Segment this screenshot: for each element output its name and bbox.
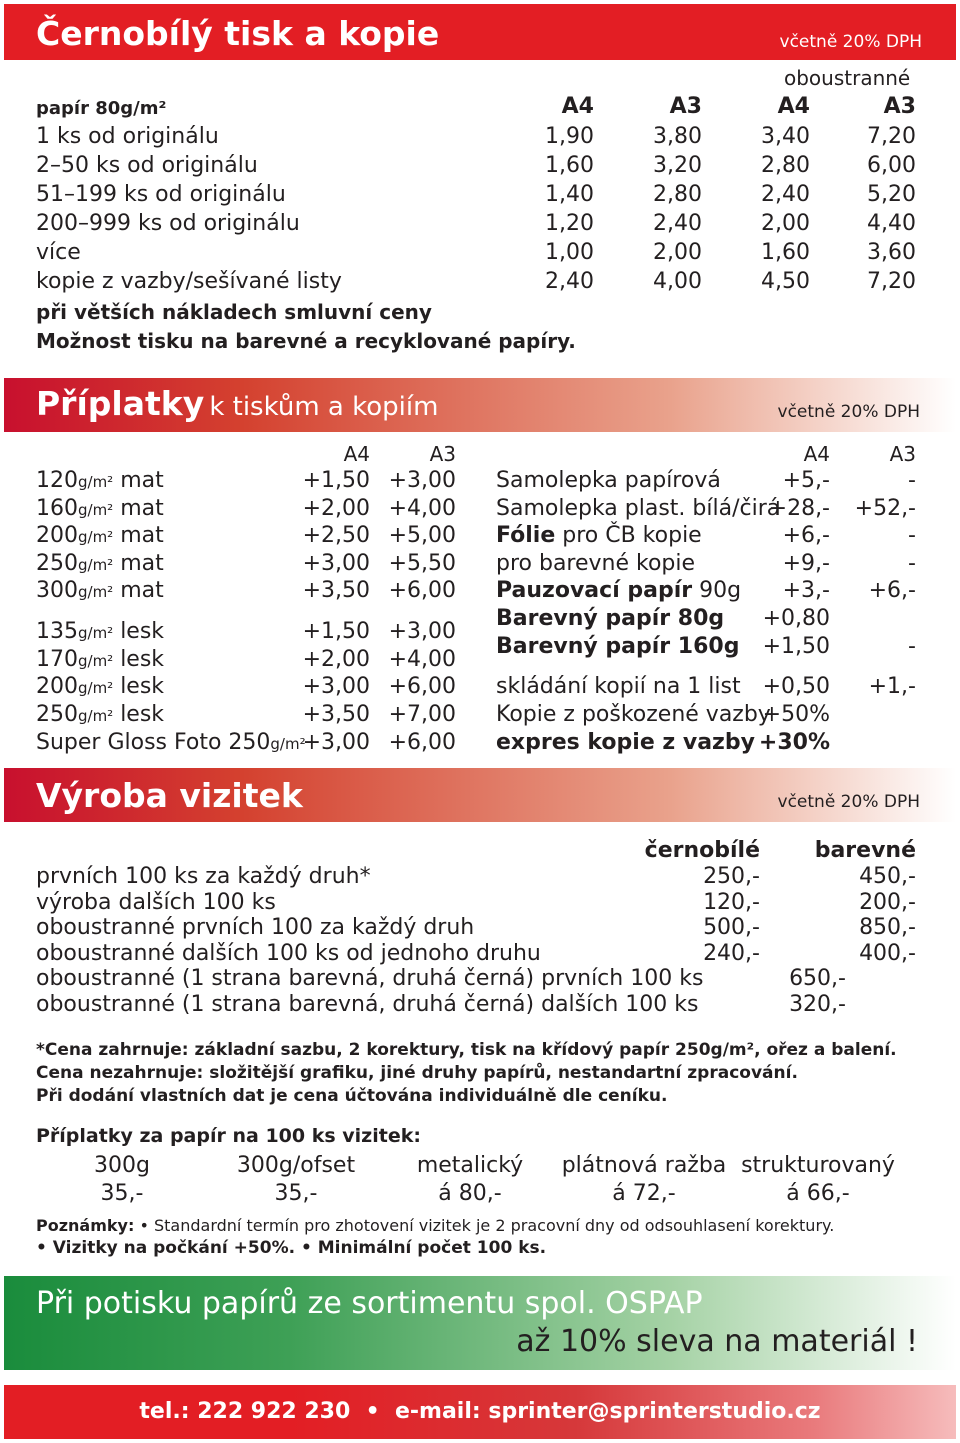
remarks-text: • Standardní termín pro zhotovení vizitek je 2 pracovní dny od odsouhlasení korektury. bbox=[139, 1216, 835, 1235]
label-bold: Pauzovací papír bbox=[496, 578, 693, 603]
surcharge-row-label bbox=[36, 578, 164, 603]
surcharge-row-label bbox=[36, 619, 164, 644]
weight: 120 bbox=[36, 468, 78, 493]
card-price-bw: 120,- bbox=[703, 889, 760, 915]
surcharge-a4: +1,50 bbox=[302, 619, 370, 644]
promo-line-1: Při potisku papírů ze sortimentu spol. OSPAP bbox=[36, 1286, 703, 1321]
surcharge-a4: +1,50 bbox=[762, 634, 830, 659]
table-cell-price: 3,40 bbox=[761, 124, 810, 149]
surcharge-a3: +3,00 bbox=[388, 468, 456, 493]
col-bw: černobílé bbox=[644, 838, 760, 863]
surcharge-a3: +6,00 bbox=[388, 578, 456, 603]
promo-banner bbox=[4, 1276, 956, 1370]
col-a3: A3 bbox=[669, 94, 702, 119]
card-price-bw: 500,- bbox=[703, 915, 760, 940]
col-a4: A4 bbox=[343, 442, 370, 466]
card-price-color: 450,- bbox=[859, 864, 916, 889]
table-row-label: 200–999 ks od originálu bbox=[36, 211, 300, 236]
section-header-bw bbox=[4, 4, 956, 60]
surcharge-a4: +3,00 bbox=[302, 551, 370, 576]
surcharge-row-label bbox=[36, 551, 164, 576]
unit: g/m² bbox=[78, 707, 114, 725]
surcharge-a3: +4,00 bbox=[388, 647, 456, 672]
surcharge-a4: +3,00 bbox=[302, 730, 370, 755]
paper-name: 300g bbox=[94, 1153, 150, 1178]
surcharge-a4: +1,50 bbox=[302, 468, 370, 493]
double-sided-label: oboustranné bbox=[784, 66, 911, 90]
table-cell-price: 2,40 bbox=[653, 211, 702, 236]
table-row-label: 51–199 ks od originálu bbox=[36, 182, 286, 207]
card-price-color: 400,- bbox=[859, 940, 916, 966]
vat-note: včetně 20% DPH bbox=[777, 792, 920, 812]
paper-price: 35,- bbox=[100, 1181, 144, 1206]
surcharge-a4: +3,00 bbox=[302, 674, 370, 699]
weight: 200 bbox=[36, 674, 78, 699]
col-a3: A3 bbox=[889, 442, 916, 466]
surcharge-a4: +6,- bbox=[782, 523, 830, 548]
surcharge-row-label bbox=[36, 674, 164, 699]
finish: lesk bbox=[113, 619, 165, 644]
unit: g/m² bbox=[78, 583, 114, 601]
finish: mat bbox=[113, 468, 164, 493]
paper-price: á 66,- bbox=[786, 1181, 850, 1206]
contact-line: tel.: 222 922 230 • e-mail: sprinter@sprinterstudio.cz bbox=[139, 1399, 821, 1424]
label-normal: pro barevné kopie bbox=[496, 551, 696, 576]
table-cell-price: 7,20 bbox=[867, 269, 916, 294]
table-cell-price: 2,40 bbox=[761, 182, 810, 207]
surcharge-a4: +3,- bbox=[782, 578, 830, 603]
vat-note: včetně 20% DPH bbox=[777, 402, 920, 422]
surcharge-a3: +7,00 bbox=[388, 702, 456, 727]
surcharge-a4: +2,50 bbox=[302, 523, 370, 548]
card-row-label: prvních 100 ks za každý druh* bbox=[36, 864, 371, 889]
table-cell-price: 4,40 bbox=[867, 211, 916, 236]
label-bold: expres kopie z vazby bbox=[496, 730, 755, 755]
surcharge-a4: +0,80 bbox=[762, 606, 830, 631]
table-cell-price: 3,20 bbox=[653, 153, 702, 178]
finish: lesk bbox=[113, 702, 165, 727]
label-normal: pro ČB kopie bbox=[555, 523, 702, 548]
surcharge-a4: +2,00 bbox=[302, 647, 370, 672]
section-header-surcharges bbox=[4, 378, 956, 432]
weight: 250 bbox=[36, 551, 78, 576]
surcharge-row-label bbox=[36, 647, 164, 672]
weight: 160 bbox=[36, 496, 78, 521]
card-row-label: oboustranné (1 strana barevná, druhá černá) dalších 100 ks bbox=[36, 991, 699, 1017]
table-cell-price: 1,90 bbox=[545, 124, 594, 149]
surcharge-a3: +6,00 bbox=[388, 730, 456, 755]
weight: 250 bbox=[36, 702, 78, 727]
unit: g/m² bbox=[78, 473, 114, 491]
footer-bar bbox=[4, 1385, 956, 1439]
card-row-label: výroba dalších 100 ks bbox=[36, 889, 276, 915]
surcharge-row-label bbox=[496, 468, 721, 493]
paper-price: á 72,- bbox=[612, 1181, 676, 1206]
card-price-mixed: 320,- bbox=[789, 991, 846, 1017]
finish: mat bbox=[113, 496, 164, 521]
surcharge-a3: +6,- bbox=[868, 578, 916, 603]
card-row-label: oboustranné (1 strana barevná, druhá černá) prvních 100 ks bbox=[36, 966, 704, 991]
table-cell-price: 7,20 bbox=[867, 124, 916, 149]
surcharge-row-label bbox=[496, 551, 695, 576]
unit: g/m² bbox=[78, 624, 114, 642]
remarks-line-2: • Vizitky na počkání +50%. • Minimální počet 100 ks. bbox=[36, 1238, 547, 1258]
section-title bbox=[36, 384, 438, 423]
col-a3-double: A3 bbox=[883, 94, 916, 119]
paper-label: papír 80g/m² bbox=[36, 98, 167, 119]
card-price-color: 850,- bbox=[859, 915, 916, 940]
col-color: barevné bbox=[814, 838, 916, 863]
card-row-label: oboustranné prvních 100 za každý druh bbox=[36, 915, 475, 940]
label-normal: skládání kopií na 1 list bbox=[496, 674, 741, 699]
surcharge-row-label bbox=[496, 634, 739, 659]
col-a3: A3 bbox=[429, 442, 456, 466]
label-normal: Kopie z poškozené vazby bbox=[496, 702, 771, 727]
surcharge-a3: - bbox=[908, 468, 916, 493]
unit: g/m² bbox=[78, 652, 114, 670]
unit: g/m² bbox=[270, 735, 306, 753]
paper-name: metalický bbox=[416, 1153, 524, 1178]
note-contract-prices: při větších nákladech smluvní ceny bbox=[36, 300, 432, 324]
surcharge-a4: +0,50 bbox=[762, 674, 830, 699]
weight: Super Gloss Foto 250 bbox=[36, 730, 271, 755]
card-note-line: Při dodání vlastních dat je cena účtována individuálně dle ceníku. bbox=[36, 1086, 668, 1106]
finish: mat bbox=[113, 551, 164, 576]
surcharge-a3: +3,00 bbox=[388, 619, 456, 644]
card-price-mixed: 650,- bbox=[789, 966, 846, 991]
surcharge-a3: +5,00 bbox=[388, 523, 456, 548]
finish: lesk bbox=[113, 674, 165, 699]
surcharge-a3: - bbox=[908, 551, 916, 576]
paper-price: 35,- bbox=[274, 1181, 318, 1206]
label-normal: 90g bbox=[692, 578, 742, 603]
finish: lesk bbox=[113, 647, 165, 672]
card-note-line: Cena nezahrnuje: složitější grafiku, jiné druhy papírů, nestandartní zpracování. bbox=[36, 1063, 798, 1083]
surcharge-a3: - bbox=[908, 634, 916, 659]
col-a4: A4 bbox=[561, 94, 594, 119]
weight: 170 bbox=[36, 647, 78, 672]
weight: 200 bbox=[36, 523, 78, 548]
paper-surcharge-title: Příplatky za papír na 100 ks vizitek: bbox=[36, 1125, 421, 1147]
title-bold: Příplatky bbox=[36, 384, 205, 423]
table-row-label: 2–50 ks od originálu bbox=[36, 153, 258, 178]
table-row-label: 1 ks od originálu bbox=[36, 124, 219, 149]
label-normal: Samolepka papírová bbox=[496, 468, 721, 493]
surcharge-a4: +50% bbox=[762, 702, 830, 727]
unit: g/m² bbox=[78, 528, 114, 546]
table-cell-price: 2,00 bbox=[761, 211, 810, 236]
table-cell-price: 3,80 bbox=[653, 124, 702, 149]
label-bold: Fólie bbox=[496, 523, 556, 548]
paper-price: á 80,- bbox=[438, 1181, 502, 1206]
title-rest: k tiskům a kopiím bbox=[209, 392, 439, 422]
table-cell-price: 2,00 bbox=[653, 240, 702, 265]
surcharge-a3: +5,50 bbox=[388, 551, 456, 576]
surcharge-a4: +3,50 bbox=[302, 702, 370, 727]
label-bold: Barevný papír 160g bbox=[496, 634, 740, 659]
surcharge-row-label bbox=[36, 702, 164, 727]
card-note-line: *Cena zahrnuje: základní sazbu, 2 korektury, tisk na křídový papír 250g/m², ořez a balení. bbox=[36, 1040, 897, 1060]
surcharge-row-label bbox=[496, 578, 741, 603]
surcharge-a4: +28,- bbox=[768, 496, 830, 521]
table-cell-price: 2,80 bbox=[761, 153, 810, 178]
note-color-paper: Možnost tisku na barevné a recyklované papíry. bbox=[36, 329, 576, 353]
unit: g/m² bbox=[78, 679, 114, 697]
unit: g/m² bbox=[78, 501, 114, 519]
weight: 135 bbox=[36, 619, 78, 644]
surcharge-a3: +52,- bbox=[854, 496, 916, 521]
card-row-label: oboustranné dalších 100 ks od jednoho druhu bbox=[36, 940, 541, 966]
surcharge-a3: +6,00 bbox=[388, 674, 456, 699]
surcharge-row-label bbox=[36, 523, 164, 548]
label-bold: Barevný papír 80g bbox=[496, 606, 725, 631]
table-cell-price: 2,40 bbox=[545, 269, 594, 294]
table-cell-price: 6,00 bbox=[867, 153, 916, 178]
surcharge-row-label bbox=[36, 468, 164, 493]
section-title: Černobílý tisk a kopie bbox=[36, 14, 440, 53]
table-cell-price: 3,60 bbox=[867, 240, 916, 265]
table-cell-price: 2,80 bbox=[653, 182, 702, 207]
table-cell-price: 1,40 bbox=[545, 182, 594, 207]
paper-name: plátnová ražba bbox=[561, 1153, 727, 1178]
surcharge-row-label bbox=[36, 496, 164, 521]
surcharge-a4: +3,50 bbox=[302, 578, 370, 603]
surcharge-row-label bbox=[36, 730, 306, 755]
surcharge-a4: +9,- bbox=[782, 551, 830, 576]
table-row-label: kopie z vazby/sešívané listy bbox=[36, 269, 342, 294]
remarks-label: Poznámky: bbox=[36, 1216, 135, 1235]
finish: mat bbox=[113, 523, 164, 548]
paper-name: strukturovaný bbox=[741, 1153, 895, 1178]
section-header-cards bbox=[4, 768, 956, 822]
surcharge-a3: +4,00 bbox=[388, 496, 456, 521]
table-cell-price: 1,20 bbox=[545, 211, 594, 236]
col-a4: A4 bbox=[803, 442, 830, 466]
surcharge-row-label bbox=[496, 730, 755, 755]
col-a4-double: A4 bbox=[777, 94, 810, 119]
card-price-color: 200,- bbox=[859, 889, 916, 915]
surcharge-a3: - bbox=[908, 523, 916, 548]
card-price-bw: 250,- bbox=[703, 864, 760, 889]
surcharge-a4: +5,- bbox=[782, 468, 830, 493]
promo-line-2: až 10% sleva na materiál ! bbox=[516, 1324, 918, 1359]
table-cell-price: 1,60 bbox=[761, 240, 810, 265]
weight: 300 bbox=[36, 578, 78, 603]
table-row-label: více bbox=[36, 240, 81, 265]
vat-note: včetně 20% DPH bbox=[779, 32, 922, 52]
table-cell-price: 1,00 bbox=[545, 240, 594, 265]
finish: mat bbox=[113, 578, 164, 603]
label-normal: Samolepka plast. bílá/čirá bbox=[496, 496, 781, 521]
table-cell-price: 5,20 bbox=[867, 182, 916, 207]
table-cell-price: 1,60 bbox=[545, 153, 594, 178]
paper-name: 300g/ofset bbox=[236, 1153, 356, 1178]
surcharge-row-label bbox=[496, 606, 724, 631]
unit: g/m² bbox=[78, 556, 114, 574]
table-cell-price: 4,00 bbox=[653, 269, 702, 294]
card-price-bw: 240,- bbox=[703, 940, 760, 966]
surcharge-a4: +2,00 bbox=[302, 496, 370, 521]
table-cell-price: 4,50 bbox=[761, 269, 810, 294]
surcharge-a4: +30% bbox=[758, 730, 830, 755]
surcharge-a3: +1,- bbox=[868, 674, 916, 699]
remarks-line-1 bbox=[36, 1216, 834, 1235]
section-title: Výroba vizitek bbox=[36, 776, 303, 815]
surcharge-row-label bbox=[496, 674, 741, 699]
surcharge-row-label bbox=[496, 523, 702, 548]
